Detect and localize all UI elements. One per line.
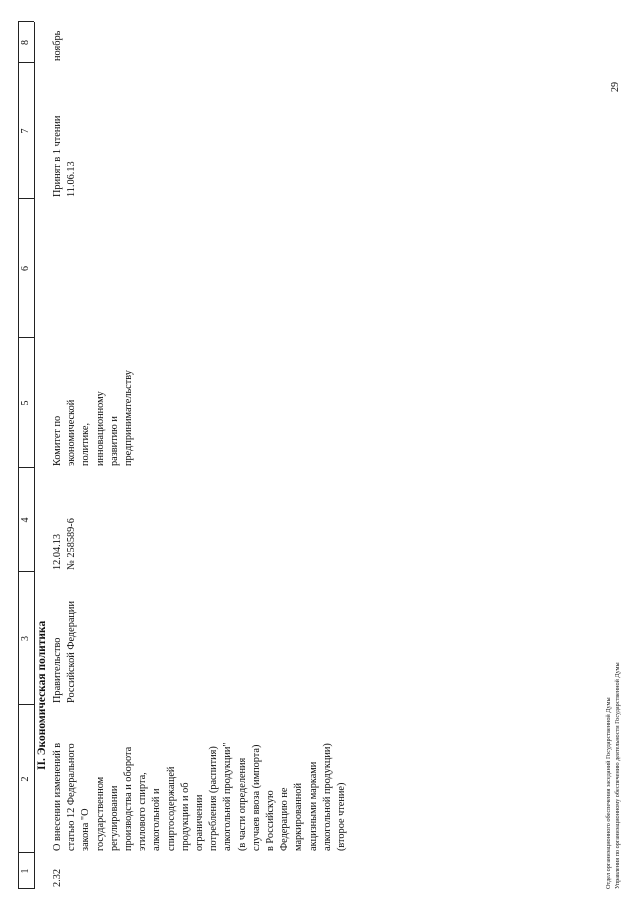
column-number: 6 — [20, 266, 31, 271]
footer-directorate: Управления по организационному обеспечению деятельности Государственной Думы — [614, 662, 621, 889]
section-heading: II. Экономическая политика — [36, 620, 48, 770]
column-number: 5 — [20, 400, 31, 406]
column-number: 8 — [20, 40, 31, 45]
column-number: 3 — [20, 636, 31, 641]
table-top-border — [18, 22, 19, 889]
consideration-term: ноябрь — [52, 30, 63, 61]
bill-initiator: Правительство Российской Федерации — [52, 601, 78, 703]
column-number: 4 — [20, 517, 31, 523]
column-number: 7 — [20, 128, 31, 134]
row-number: 2.32 — [52, 868, 63, 887]
footer-department: Отдел организационного обеспечения заседаний Государственной Думы — [605, 697, 612, 889]
responsible-committee: Комитет по экономической политике, инновационному развитию и предпринимательству — [52, 370, 135, 466]
bill-status: Принят в 1 чтении 11.06.13 — [52, 115, 78, 197]
column-number: 2 — [20, 776, 31, 782]
page-number: 29 — [610, 82, 621, 92]
bill-registration: 12.04.13 № 258589-6 — [52, 518, 78, 570]
bill-title: О внесении изменений в статью 12 Федерального закона "О государственном регулировании производства и оборота этилового спирта, алкогольной и спиртосодержащей продукции и об ограничении потребления (распития) алкогольной продукции" (в части определения случаев ввоза (импорта) в Российскую Федерацию не маркированной акцизными марками алкогольной продукции) (второе чтение) — [52, 742, 348, 851]
table-header-divider — [34, 22, 35, 889]
column-number: 1 — [20, 868, 31, 874]
